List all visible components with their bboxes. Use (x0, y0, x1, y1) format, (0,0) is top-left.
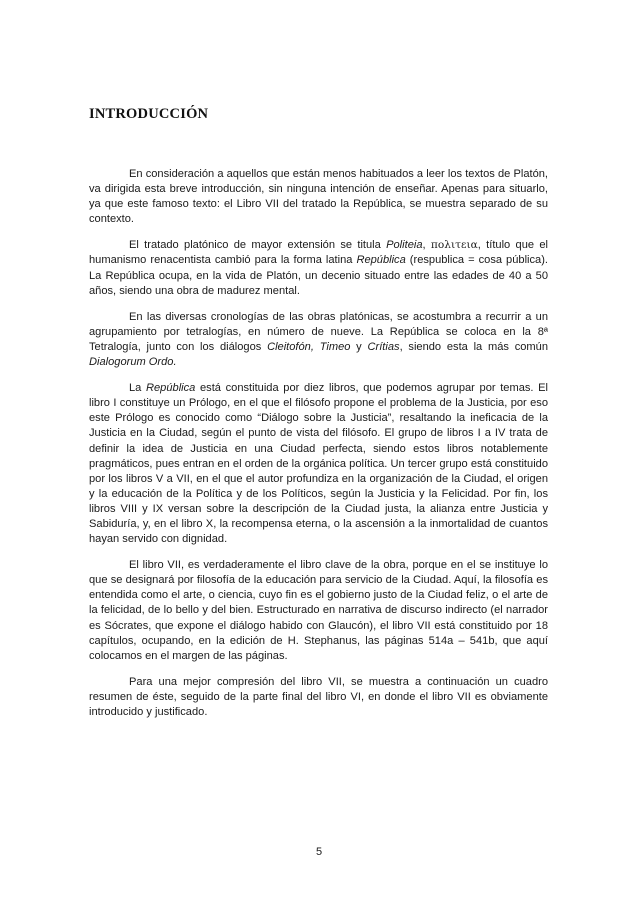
politeia-term: Politeia (386, 239, 423, 252)
paragraph-4-text: La (129, 382, 146, 395)
republica-term: República (146, 382, 196, 395)
paragraph-2-text: El tratado platónico de mayor extensión se titula (129, 239, 387, 252)
page-number: 5 (315, 846, 323, 858)
republica-term: República (356, 254, 406, 267)
dialogue-title-critias: Crítias (367, 340, 400, 353)
greek-term: πολιτεια (430, 239, 478, 252)
paragraph-4-text: está constituida por diez libros, que podemos agrupar por temas. El libro I constituye un Prólogo, en el que el filósofo propone el problema de la Justicia, por eso este Prólogo es conocido como “Diálogo sobre la Justicia”, resaltando la ineficacia de la Justicia en la Ciudad, según el punto de vista del filósofo. El grupo de libros I a IV trata de definir la idea de Justicia en una Ciudad perfecta, siendo estos libros notablemente pragmáticos, pues entran en el orden de la orgánica política. Un tercer grupo está constituido por los libros V a VII, en el que el autor profundiza en la organización de la Ciudad, el origen y la educación de la Política y de los Políticos, según la Justicia y la Felicidad. Por fin, los libros VIII y IX versan sobre la descripción de la Ciudad justa, la alianza entre Justicia y Sabiduría, y, en el libro X, la recompensa eterna, o la ascensión a la inmortalidad de cuantos hayan servido con dignidad. (89, 382, 549, 546)
section-heading: INTRODUCCIÓN (89, 106, 209, 122)
paragraph-1: En consideración a aquellos que están menos habituados a leer los textos de Platón, va dirigida esta breve introducción, sin ninguna intención de enseñar. Apenas para situarlo, ya que este famoso texto: el Libro VII del tratado la República, se muestra separado de su contexto. (89, 168, 548, 226)
paragraph-3-text: , siendo esta la más común (399, 340, 548, 353)
paragraph-2-text: , (422, 239, 431, 252)
paragraph-3-text: y (350, 340, 368, 353)
paragraph-4 (89, 381, 548, 547)
dialogorum-ordo: Dialogorum Ordo. (89, 356, 177, 369)
paragraph-5: El libro VII, es verdaderamente el libro clave de la obra, porque en el se instituye lo que se designará por filosofía de la educación para servicio de la Ciudad. Aquí, la filosofía es entendida como el arte, o ciencia, cuyo fin es el gobierno justo de la Ciudad feliz, o el arte de la felicidad, de lo bello y del bien. Estructurado en narrativa de discurso indirecto (el narrador es Sócrates, que expone el diálogo habido con Glaucón), el libro VII está constituido por 18 capítulos, ocupando, en la edición de H. Stephanus, las páginas 514a – 541b, que aquí colocamos en el margen de las páginas. (89, 559, 548, 662)
paragraph-3-text: En las diversas cronologías de las obras platónicas, se acostumbra a recurrir a un agrupamiento por tetralogías, en número de nueve. La República se coloca en la 8ª Tetralogía, junto con los diálogos (89, 310, 548, 353)
paragraph-2-text: (respublica = cosa pública). La República ocupa, en la vida de Platón, un decenio situado entre las edades de 40 a 50 años, siendo una obra de madurez mental. (89, 254, 548, 297)
dialogue-titles: Cleitofón, Timeo (267, 340, 351, 353)
paragraph-6: Para una mejor compresión del libro VII, se muestra a continuación un cuadro resumen de éste, seguido de la parte final del libro VI, en donde el libro VII es obviamente introducido y justificado. (89, 675, 548, 718)
paragraph-2-text: , título que el humanismo renacentista cambió para la forma latina (89, 239, 548, 267)
paragraph-3 (89, 310, 548, 370)
body-text (89, 167, 548, 720)
paragraph-2 (89, 238, 548, 298)
